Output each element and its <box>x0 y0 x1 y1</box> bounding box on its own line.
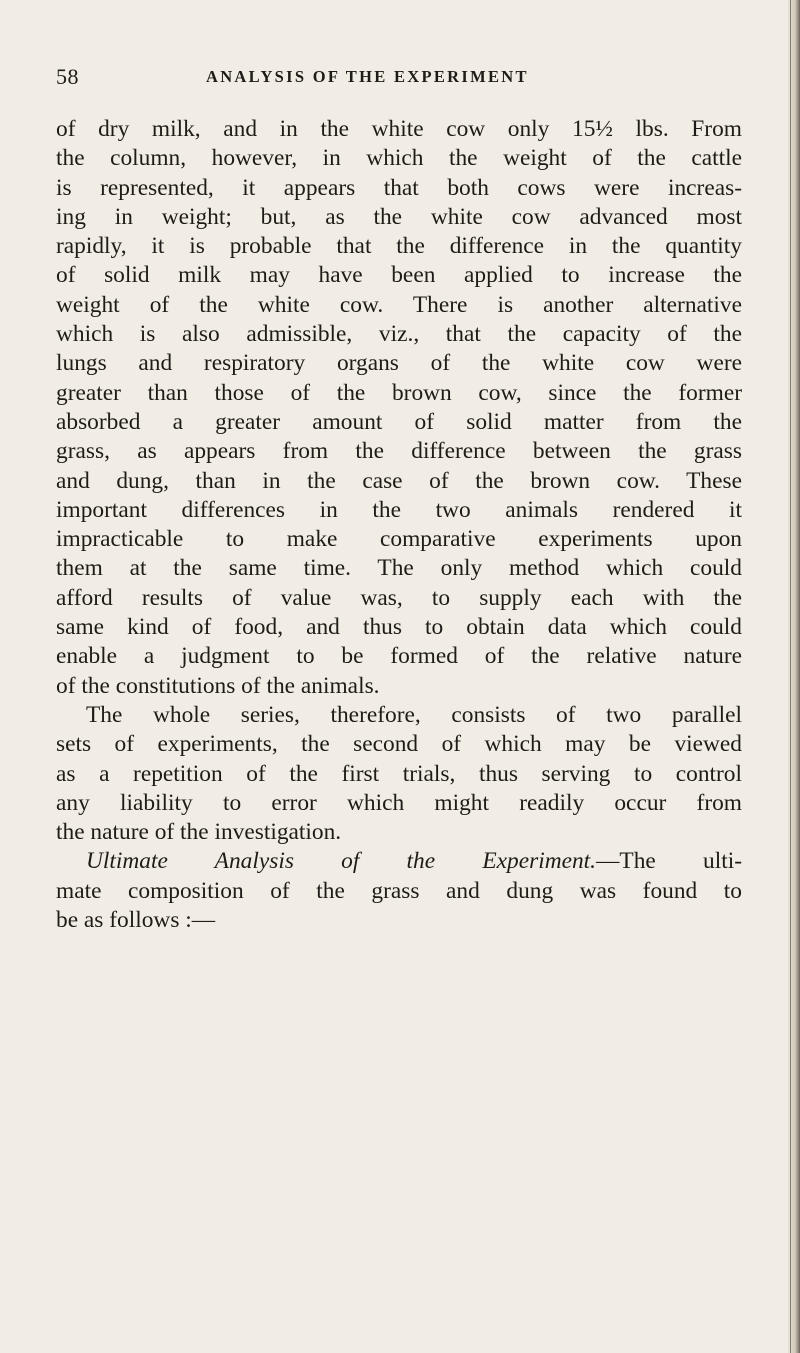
text-line: impracticable to make comparative experiments upon <box>56 526 742 553</box>
text-line: enable a judgment to be formed of the relative nature <box>56 643 742 670</box>
text-line: be as follows :— <box>56 907 216 934</box>
text-line: important differences in the two animals rendered it <box>56 496 742 523</box>
text-line: sets of experiments, the second of which may be viewed <box>56 731 742 758</box>
text-line: lungs and respiratory organs of the white cow were <box>56 350 742 377</box>
text-line: afford results of value was, to supply each with the <box>56 584 742 611</box>
paragraph-2 <box>56 701 742 847</box>
paragraph-3 <box>56 847 742 935</box>
text-line: grass, as appears from the difference between the grass <box>56 438 742 465</box>
text-line: of the constitutions of the animals. <box>56 672 380 699</box>
text-line: of solid milk may have been applied to increase the <box>56 262 742 289</box>
page-header <box>56 64 736 94</box>
text-line: which is also admissible, viz., that the capacity of the <box>56 321 742 348</box>
text-line: them at the same time. The only method which could <box>56 555 742 582</box>
heading-continuation: —The ulti- <box>596 848 742 875</box>
text-line: greater than those of the brown cow, since the former <box>56 379 742 406</box>
text-line: the nature of the investigation. <box>56 819 342 846</box>
text-line: the column, however, in which the weight of the cattle <box>56 145 742 172</box>
running-head: ANALYSIS OF THE EXPERIMENT <box>206 67 529 86</box>
text-line: is represented, it appears that both cows were increas- <box>56 174 742 201</box>
text-line: absorbed a greater amount of solid matter from the <box>56 408 742 435</box>
text-line: ing in weight; but, as the white cow advanced most <box>56 203 742 230</box>
body-text <box>56 115 742 935</box>
text-line: rapidly, it is probable that the difference in the quantity <box>56 233 742 260</box>
text-line: any liability to error which might readily occur from <box>56 789 742 816</box>
page-number: 58 <box>56 64 79 89</box>
text-line: as a repetition of the first trials, thus serving to control <box>56 760 742 787</box>
text-line: mate composition of the grass and dung was found to <box>56 877 742 904</box>
text-line <box>56 847 742 876</box>
section-heading: Ultimate Analysis of the Experiment. <box>86 848 597 875</box>
text-line: weight of the white cow. There is another alternative <box>56 291 742 318</box>
text-line: The whole series, therefore, consists of two parallel <box>86 701 742 728</box>
text-line: and dung, than in the case of the brown cow. These <box>56 467 742 494</box>
text-line: same kind of food, and thus to obtain data which could <box>56 614 742 641</box>
text-line: of dry milk, and in the white cow only 15½ lbs. From <box>56 116 742 142</box>
paragraph-1 <box>56 115 742 701</box>
page-edge-line <box>790 0 791 1353</box>
